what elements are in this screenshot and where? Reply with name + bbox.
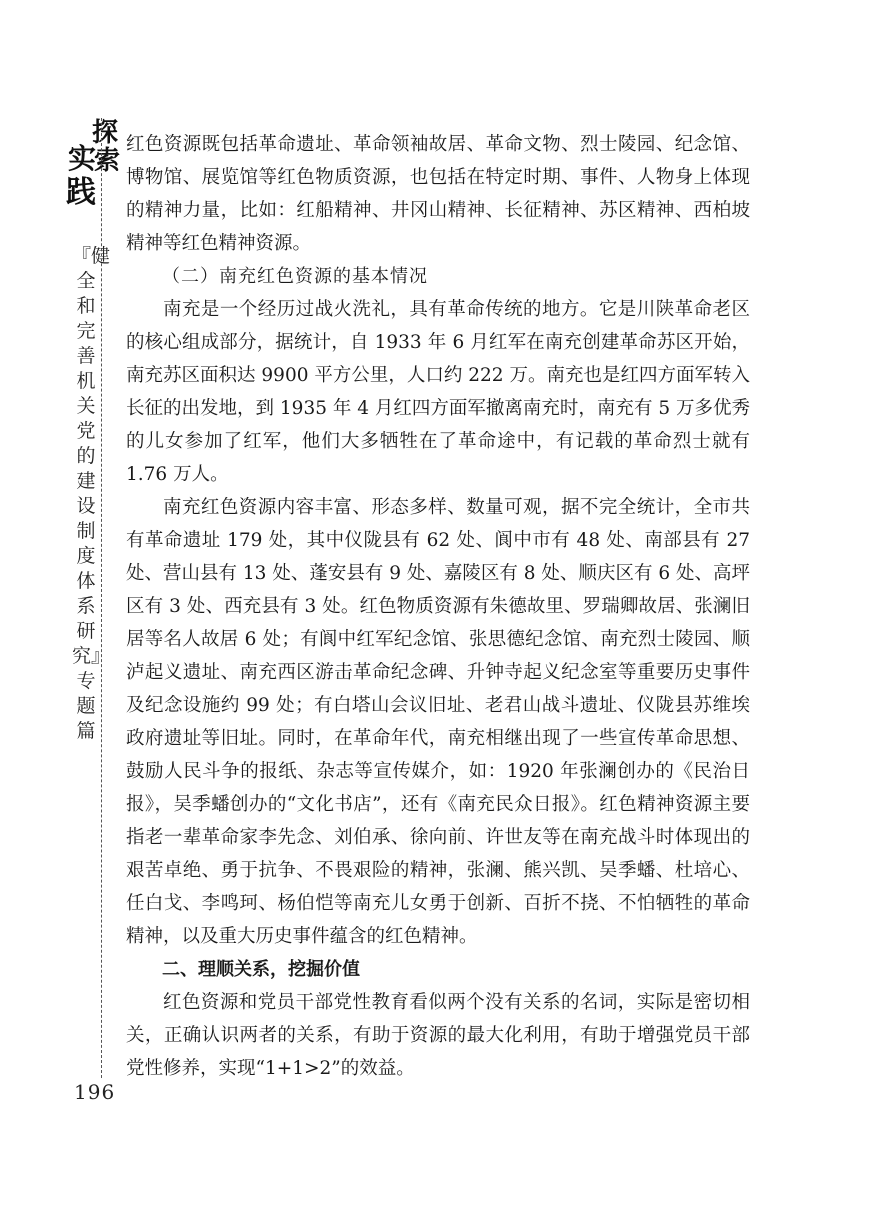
page-body [126, 128, 750, 1085]
paragraph-3: 南充红色资源内容丰富、形态多样、数量可观，据不完全统计，全市共有革命遗址 179 处，其中仪陇县有 62 处、阆中市有 48 处、南部县有 27 处、营山县有 13 处、蓬安县有 9 处、嘉陵区有 8 处、顺庆区有 6 处、高坪区有 3 处、西充县有 3 处。红色物质资源有朱德故里、罗瑞卿故居、张澜旧居等名人故居 6 处；有阆中红军纪念馆、张思德纪念馆、南充烈士陵园、顺泸起义遗址、南充西区游击革命纪念碑、升钟寺起义纪念室等重要历史事件及纪念设施约 99 处；有白塔山会议旧址、老君山战斗遗址、仪陇县苏维埃政府遗址等旧址。同时，在革命年代，南充相继出现了一些宣传革命思想、鼓励人民斗争的报纸、杂志等宣传媒介，如：1920 年张澜创办的《民治日报》，吴季蟠创办的“文化书店”，还有《南充民众日报》。红色精神资源主要指老一辈革命家李先念、刘伯承、徐向前、许世友等在南充战斗时体现出的艰苦卓绝、勇于抗争、不畏艰险的精神，张澜、熊兴凯、吴季蟠、杜培心、任白戈、李鸣珂、杨伯恺等南充儿女勇于创新、百折不挠、不怕牺牲的革命精神，以及重大历史事件蕴含的红色精神。 [126, 497, 750, 947]
logo-char-2: 索 [94, 146, 121, 176]
logo-char-3: 实 [68, 142, 97, 175]
margin-dashed-divider [101, 118, 102, 1078]
paragraph-2: 南充是一个经历过战火洗礼，具有革命传统的地方。它是川陕革命老区的核心组成部分，据统计，自 1933 年 6 月红军在南充创建革命苏区开始，南充苏区面积达 9900 平方公里，人口约 222 万。南充也是红四方面军转入长征的出发地，到 1935 年 4 月红四方面军撤离南充时，南充有 5 万多优秀的儿女参加了红军，他们大多牺牲在了革命途中，有记载的革命烈士就有 1.76 万人。 [126, 299, 750, 485]
page-number: 196 [74, 1080, 116, 1104]
subheading-2: （二）南充红色资源的基本情况 [162, 266, 428, 287]
series-title: 『健全和完善机关党的建设制度体系研究』专题篇 [72, 245, 111, 742]
logo-char-4: 践 [66, 175, 96, 210]
series-logo [66, 118, 121, 228]
paragraph-1: 红色资源既包括革命遗址、革命领袖故居、革命文物、烈士陵园、纪念馆、博物馆、展览馆等红色物质资源，也包括在特定时期、事件、人物身上体现的精神力量，比如：红船精神、井冈山精神、长征精神、苏区精神、西柏坡精神等红色精神资源。 [126, 134, 750, 254]
section-heading-2: 二、理顺关系，挖掘价值 [162, 959, 360, 980]
sidebar [66, 118, 121, 1108]
logo-char-1: 探 [92, 118, 119, 148]
paragraph-4: 红色资源和党员干部党性教育看似两个没有关系的名词，实际是密切相关，正确认识两者的关系，有助于资源的最大化利用，有助于增强党员干部党性修养，实现“1+1>2”的效益。 [126, 992, 750, 1079]
